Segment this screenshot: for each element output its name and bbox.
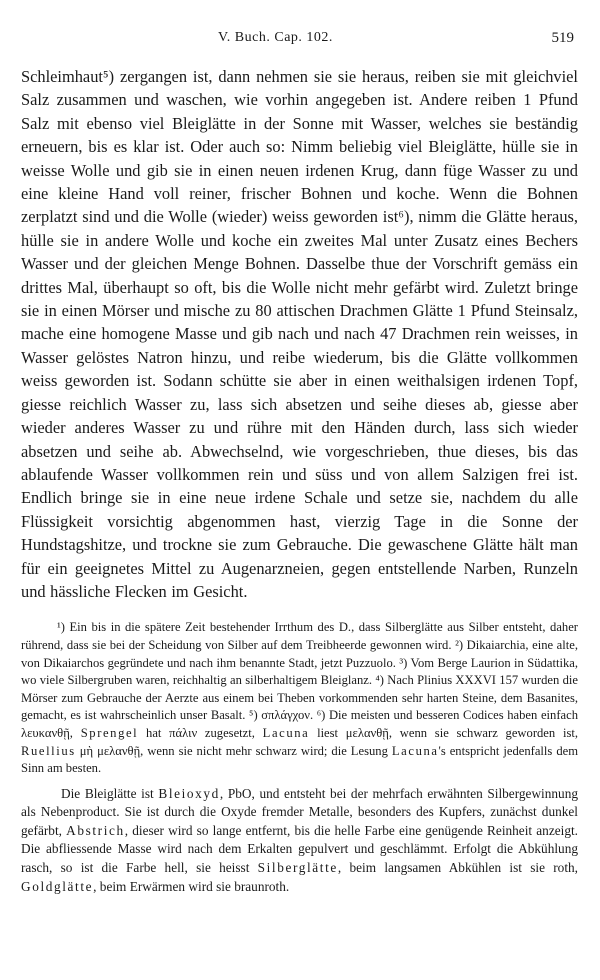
footnotes-text-1: ¹) Ein bis in die spätere Zeit bestehender Irrthum des D., dass Silberglätte aus Silber entsteht, daher rührend, dass sie bei der Scheidung von Silber auf dem Treibheerde gewonnen wird. ²) Dikaiarchia, eine alte, von Dikaiarchos gegründete und nach ihm benannte Stadt, jetzt Puzzuolo. ³) Vom Berge Laurion in Südattika, wo viele Silbergruben waren, reichhaltig an silberhaltigem Bleiglanz. ⁴) Nach Plinius XXXVI 157 wurden die Mörser zum Gebrauche der Aerzte aus einem bei Theben vorkommenden sehr harten Steine, dem Basanites, gemacht, es ist wahrscheinlich unser Basalt. ⁵) σπλάγχον. ⁶) Die meisten und besseren Codices haben einfach λευκανθῇ, bbox=[21, 620, 578, 740]
commentary-text-1: Die Bleiglätte ist bbox=[61, 785, 159, 801]
main-text-block bbox=[21, 65, 578, 603]
section-gap bbox=[21, 603, 578, 619]
author-name-ruellius: Ruellius bbox=[21, 743, 76, 758]
term-bleioxyd: Bleioxyd bbox=[158, 785, 220, 801]
footnotes-text-4: μὴ μελανθῇ, wenn sie nicht mehr schwarz wird; die Lesung bbox=[75, 743, 392, 758]
commentary-text-4: , beim langsamen Abkühlen ist sie roth, bbox=[337, 860, 578, 876]
author-name-lacuna-2: Lacuna bbox=[391, 743, 439, 758]
footnotes-text-2: hat πάλιν zugesetzt, bbox=[138, 725, 263, 740]
commentary-paragraph bbox=[21, 785, 578, 897]
page-header bbox=[0, 30, 600, 50]
commentary-text-2: , PbO, und entsteht bei der mehrfach erwähnten Silbergewinnung als Nebenproduct. Sie ist durch die Oxyde fremder Metalle, besonders des Kupfers, zunächst dunkel gefärbt, bbox=[21, 785, 578, 838]
author-name-sprengel: Sprengel bbox=[80, 725, 139, 740]
main-paragraph: Schleimhaut⁵) zergangen ist, dann nehmen sie sie heraus, reiben sie mit gleichviel Salz zusammen und waschen, wie vorhin angegeben ist. Andere reiben 1 Pfund Salz mit ebenso viel Bleiglätte in der Sonne mit Wasser, welches sie beständig erneuern, bis es klar ist. Oder auch so: Nimm beliebig viel Bleiglätte, hülle sie in weisse Wolle und gib sie in einen neuen irdenen Krug, dann füge Wasser zu und eine kleine Hand voll reiner, frischer Bohnen und koche. Wenn die Bohnen zerplatzt sind und die Wolle (wieder) weiss geworden ist⁶), nimm die Glätte heraus, hülle sie in andere Wolle und koche ein zweites Mal unter Zusatz eines Bechers Wasser und der gleichen Menge Bohnen. Dasselbe thue der Vorschrift gemäss ein drittes Mal, überhaupt so oft, bis die Wolle nicht mehr gefärbt wird. Zuletzt bringe sie in einen Mörser und mische zu 80 attischen Drachmen Glätte 1 Pfund Steinsalz, mache eine homogene Masse und gib nach und nach 47 Drachmen rein weisses, in Wasser gelöstes Natron hinzu, und reibe wiederum, bis die Glätte vollkommen weiss geworden ist. Sodann schütte sie aber in einen weithalsigen irdenen Topf, giesse reichlich Wasser zu, lass sich absetzen und seihe dieses ab, giesse aber wieder anderes Wasser zu und rühre mit den Händen durch, lass sich wieder absetzen und seihe ab. Abwechselnd, wie vorgeschrieben, thue dieses, bis das ablaufende Wasser vollkommen rein und süss und von allem Salzigen frei ist. Endlich bringe sie in eine neue irdene Schale und setze sie, nachdem du alle Flüssigkeit vorsichtig abgenommen hast, vierzig Tage in die Sonne der Hundstagshitze, und trockne sie zum Gebrauche. Die gewaschene Glätte hält man für ein geeignetes Mittel zu Augenarzneien, gegen entstellende Narben, Runzeln und hässliche Flecken im Gesicht. bbox=[21, 67, 578, 601]
footnotes-paragraph bbox=[21, 619, 578, 777]
term-goldglaette: Goldglätte bbox=[21, 878, 94, 894]
footnotes-text-5: 's entspricht jedenfalls dem Sinn am besten. bbox=[21, 743, 578, 776]
page-body bbox=[21, 65, 578, 896]
footnotes-text-3: liest μελανθῇ, wenn sie schwarz geworden ist, bbox=[309, 725, 578, 740]
author-name-lacuna: Lacuna bbox=[262, 725, 310, 740]
commentary-text-3: , dieser wird so lange entfernt, bis die helle Farbe eine genügende Reinheit anzeigt. Die abfliessende Masse wird nach dem Erkalten gepulvert und geschlämmt. Erfolgt die Abkühlung rasch, so ist die Farbe hell, sie heisst bbox=[21, 822, 578, 876]
page-number: 519 bbox=[551, 30, 574, 46]
footnotes-block bbox=[21, 619, 578, 777]
commentary-block bbox=[21, 785, 578, 897]
term-abstrich: Abstrich bbox=[66, 822, 125, 838]
term-silberglaette: Silberglätte bbox=[257, 860, 338, 876]
commentary-text-5: , beim Erwärmen wird sie braunroth. bbox=[93, 878, 290, 894]
running-head: V. Buch. Cap. 102. bbox=[218, 30, 333, 45]
